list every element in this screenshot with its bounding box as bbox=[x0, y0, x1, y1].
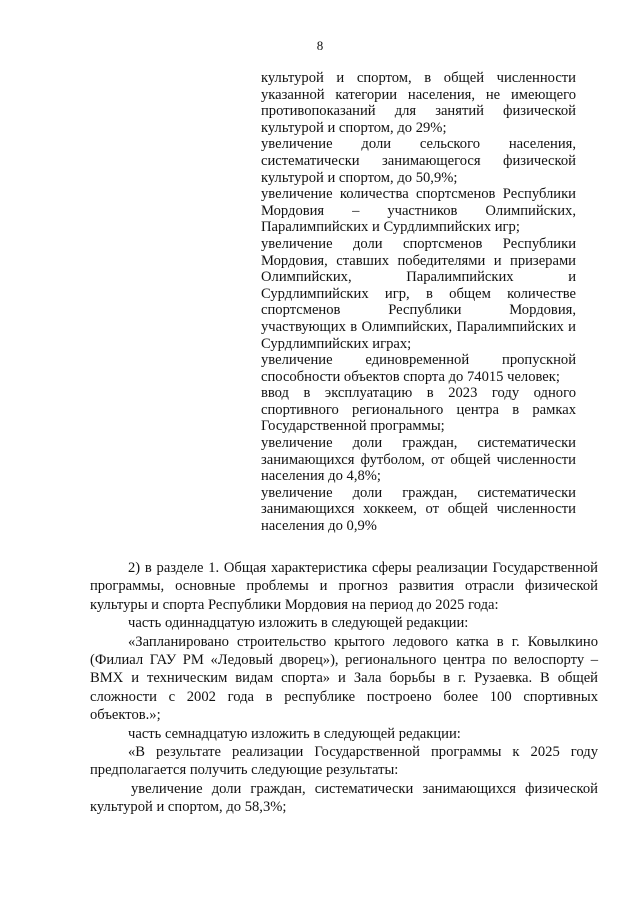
paragraph-part-seventeen: часть семнадцатую изложить в следующей редакции: bbox=[128, 725, 461, 742]
paragraph-part-eleven: часть одиннадцатую изложить в следующей редакции: bbox=[128, 615, 469, 632]
main-text bbox=[90, 559, 598, 817]
page-number: 8 bbox=[316, 38, 324, 53]
indicators-column bbox=[261, 70, 576, 535]
paragraph-quote-results: «В результате реализации Государственной программы к 2025 году предполагается получить следующие результаты: bbox=[90, 744, 598, 779]
indicator-item: увеличение доли сельского населения, систематически занимающегося физической культурой и спортом, до 50,9%; bbox=[261, 136, 576, 186]
indicator-item: увеличение количества спортсменов Республики Мордовия – участников Олимпийских, Паралимпийских и Сурдлимпийских игр; bbox=[261, 186, 576, 236]
indicator-item: увеличение доли граждан, систематически занимающихся футболом, от общей численности населения до 4,8%; bbox=[261, 435, 576, 485]
paragraph-result-item: увеличение доли граждан, систематически занимающихся физической культурой и спортом, до 58,3%; bbox=[90, 780, 598, 816]
indicator-item: увеличение единовременной пропускной способности объектов спорта до 74015 человек; bbox=[261, 352, 576, 385]
paragraph-section-amendment: 2) в разделе 1. Общая характеристика сферы реализации Государственной программы, основные проблемы и прогноз развития отрасли физической культуры и спорта Республики Мордовия на период до 2025 года: bbox=[90, 560, 598, 613]
indicator-item: культурой и спортом, в общей численности указанной категории населения, не имеющего противопоказаний для занятий физической культурой и спортом, до 29%; bbox=[261, 70, 576, 136]
indicator-item: ввод в эксплуатацию в 2023 году одного спортивного регионального центра в рамках Государственной программы; bbox=[261, 385, 576, 435]
indicator-item: увеличение доли граждан, систематически занимающихся хоккеем, от общей численности населения до 0,9% bbox=[261, 484, 576, 535]
indicator-item: увеличение доли спортсменов Республики Мордовия, ставших победителями и призерами Олимпийских, Паралимпийских и Сурдлимпийских игр, в общем количестве спортсменов Республики Мордовия, участвующих в Олимпийских, Паралимпийских и Сурдлимпийских играх; bbox=[261, 235, 576, 352]
paragraph-quote-construction: «Запланировано строительство крытого ледового катка в г. Ковылкино (Филиал ГАУ РМ «Ледовый дворец»), регионального центра по велоспорту – ВМХ и техническим видам спорта» и Зала борьбы в г. Рузаевка. В общей сложности с 2002 года в республике построено более 100 спортивных объектов.»; bbox=[90, 633, 598, 724]
